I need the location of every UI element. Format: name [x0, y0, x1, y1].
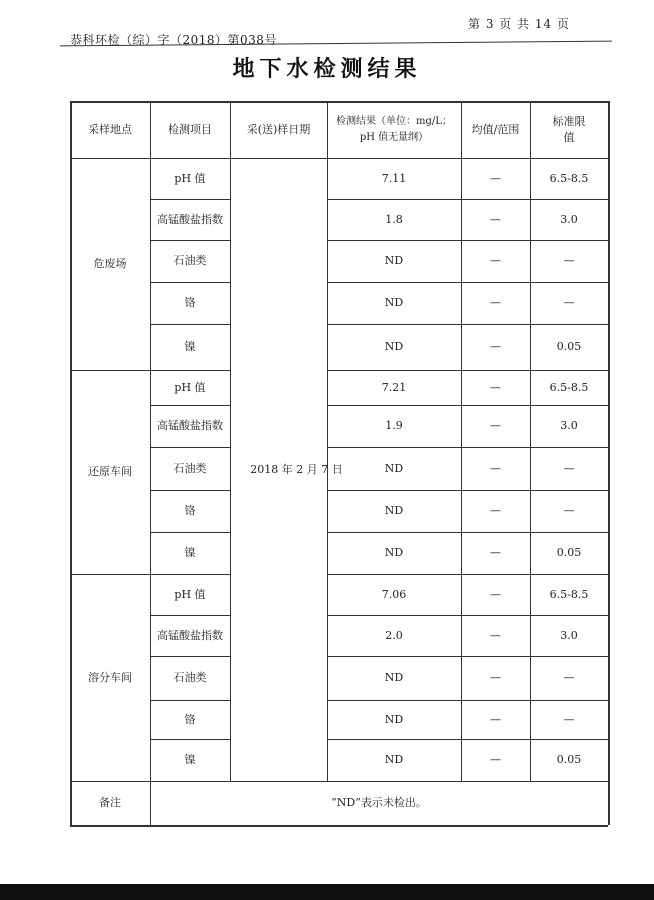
test-item: 石油类	[173, 461, 207, 475]
column-header-site: 采样地点	[88, 122, 132, 136]
standard-limit: —	[563, 504, 575, 517]
site-name: 危废场	[93, 257, 127, 270]
test-item: 石油类	[173, 671, 207, 684]
average-value: —	[490, 753, 501, 766]
result-value: ND	[384, 671, 404, 684]
result-value: ND	[384, 712, 404, 726]
test-item: pH 值	[174, 587, 206, 601]
report-number: 恭科环检（综）字（2018）第038号	[70, 33, 277, 47]
table-border-bottom	[70, 825, 608, 827]
column-header-date: 采(送)样日期	[246, 122, 311, 136]
standard-limit: 0.05	[556, 546, 582, 559]
standard-limit: —	[563, 461, 575, 475]
standard-limit: 0.05	[556, 753, 582, 766]
test-item: pH 值	[174, 171, 206, 185]
average-value: —	[490, 419, 501, 432]
test-item: 高锰酸盐指数	[157, 419, 223, 432]
average-value: —	[490, 212, 501, 226]
result-value: ND	[384, 546, 404, 559]
test-item: 铬	[184, 296, 196, 309]
standard-limit: 0.05	[556, 340, 582, 353]
test-item: pH 值	[174, 380, 206, 394]
average-value: —	[490, 671, 501, 684]
average-value: —	[490, 171, 501, 185]
standard-limit: 3.0	[560, 419, 578, 432]
result-value: ND	[384, 504, 404, 517]
average-value: —	[490, 587, 501, 601]
standard-limit: 3.0	[560, 212, 578, 226]
site-name: 溶分车间	[88, 670, 132, 684]
test-item: 镍	[184, 546, 196, 559]
average-value: —	[490, 461, 501, 475]
standard-limit: 3.0	[560, 628, 578, 642]
average-value: —	[490, 340, 501, 353]
average-value: —	[490, 628, 501, 642]
result-value: ND	[384, 254, 404, 267]
average-value: —	[490, 546, 501, 559]
average-value: —	[490, 380, 501, 394]
column-header-std: 标准限值	[552, 114, 586, 144]
column-header-result: 检测结果（单位：mg/L；pH 值无量纲）	[336, 115, 452, 143]
result-value: ND	[384, 753, 404, 766]
test-item: 铬	[184, 712, 196, 726]
average-value: —	[490, 254, 501, 267]
remark-text: “ND”表示未检出。	[331, 796, 427, 809]
column-header-avg: 均值/范围	[471, 122, 520, 136]
standard-limit: 6.5-8.5	[549, 587, 589, 601]
result-value: ND	[384, 340, 404, 353]
test-item: 镍	[184, 340, 196, 353]
remark-label: 备注	[99, 796, 121, 809]
test-item: 铬	[184, 504, 196, 517]
site-name: 还原车间	[88, 465, 132, 478]
table-border-right	[608, 101, 610, 825]
test-item: 石油类	[173, 254, 207, 267]
standard-limit: —	[563, 296, 575, 309]
standard-limit: 6.5-8.5	[549, 171, 589, 185]
average-value: —	[490, 504, 501, 517]
result-value: 7.21	[381, 380, 407, 394]
result-value: ND	[384, 461, 404, 475]
result-value: 1.8	[385, 212, 403, 226]
result-value: ND	[384, 296, 404, 309]
standard-limit: —	[563, 712, 575, 726]
sampling-date: 2018 年 2 月 7 日	[250, 462, 343, 476]
result-value: 2.0	[385, 628, 403, 642]
scan-edge	[0, 884, 654, 900]
column-header-item: 检测项目	[168, 122, 212, 136]
result-value: 7.11	[381, 171, 407, 185]
test-item: 镍	[184, 753, 196, 766]
page-title: 地下水检测结果	[232, 57, 422, 82]
test-item: 高锰酸盐指数	[157, 212, 223, 226]
standard-limit: 6.5-8.5	[549, 380, 589, 394]
average-value: —	[490, 296, 501, 309]
test-item: 高锰酸盐指数	[157, 628, 223, 642]
result-value: 1.9	[385, 419, 403, 432]
page-indicator: 第 3 页 共 14 页	[468, 17, 570, 31]
average-value: —	[490, 712, 501, 726]
standard-limit: —	[563, 254, 575, 267]
standard-limit: —	[563, 671, 575, 684]
result-value: 7.06	[381, 587, 407, 601]
